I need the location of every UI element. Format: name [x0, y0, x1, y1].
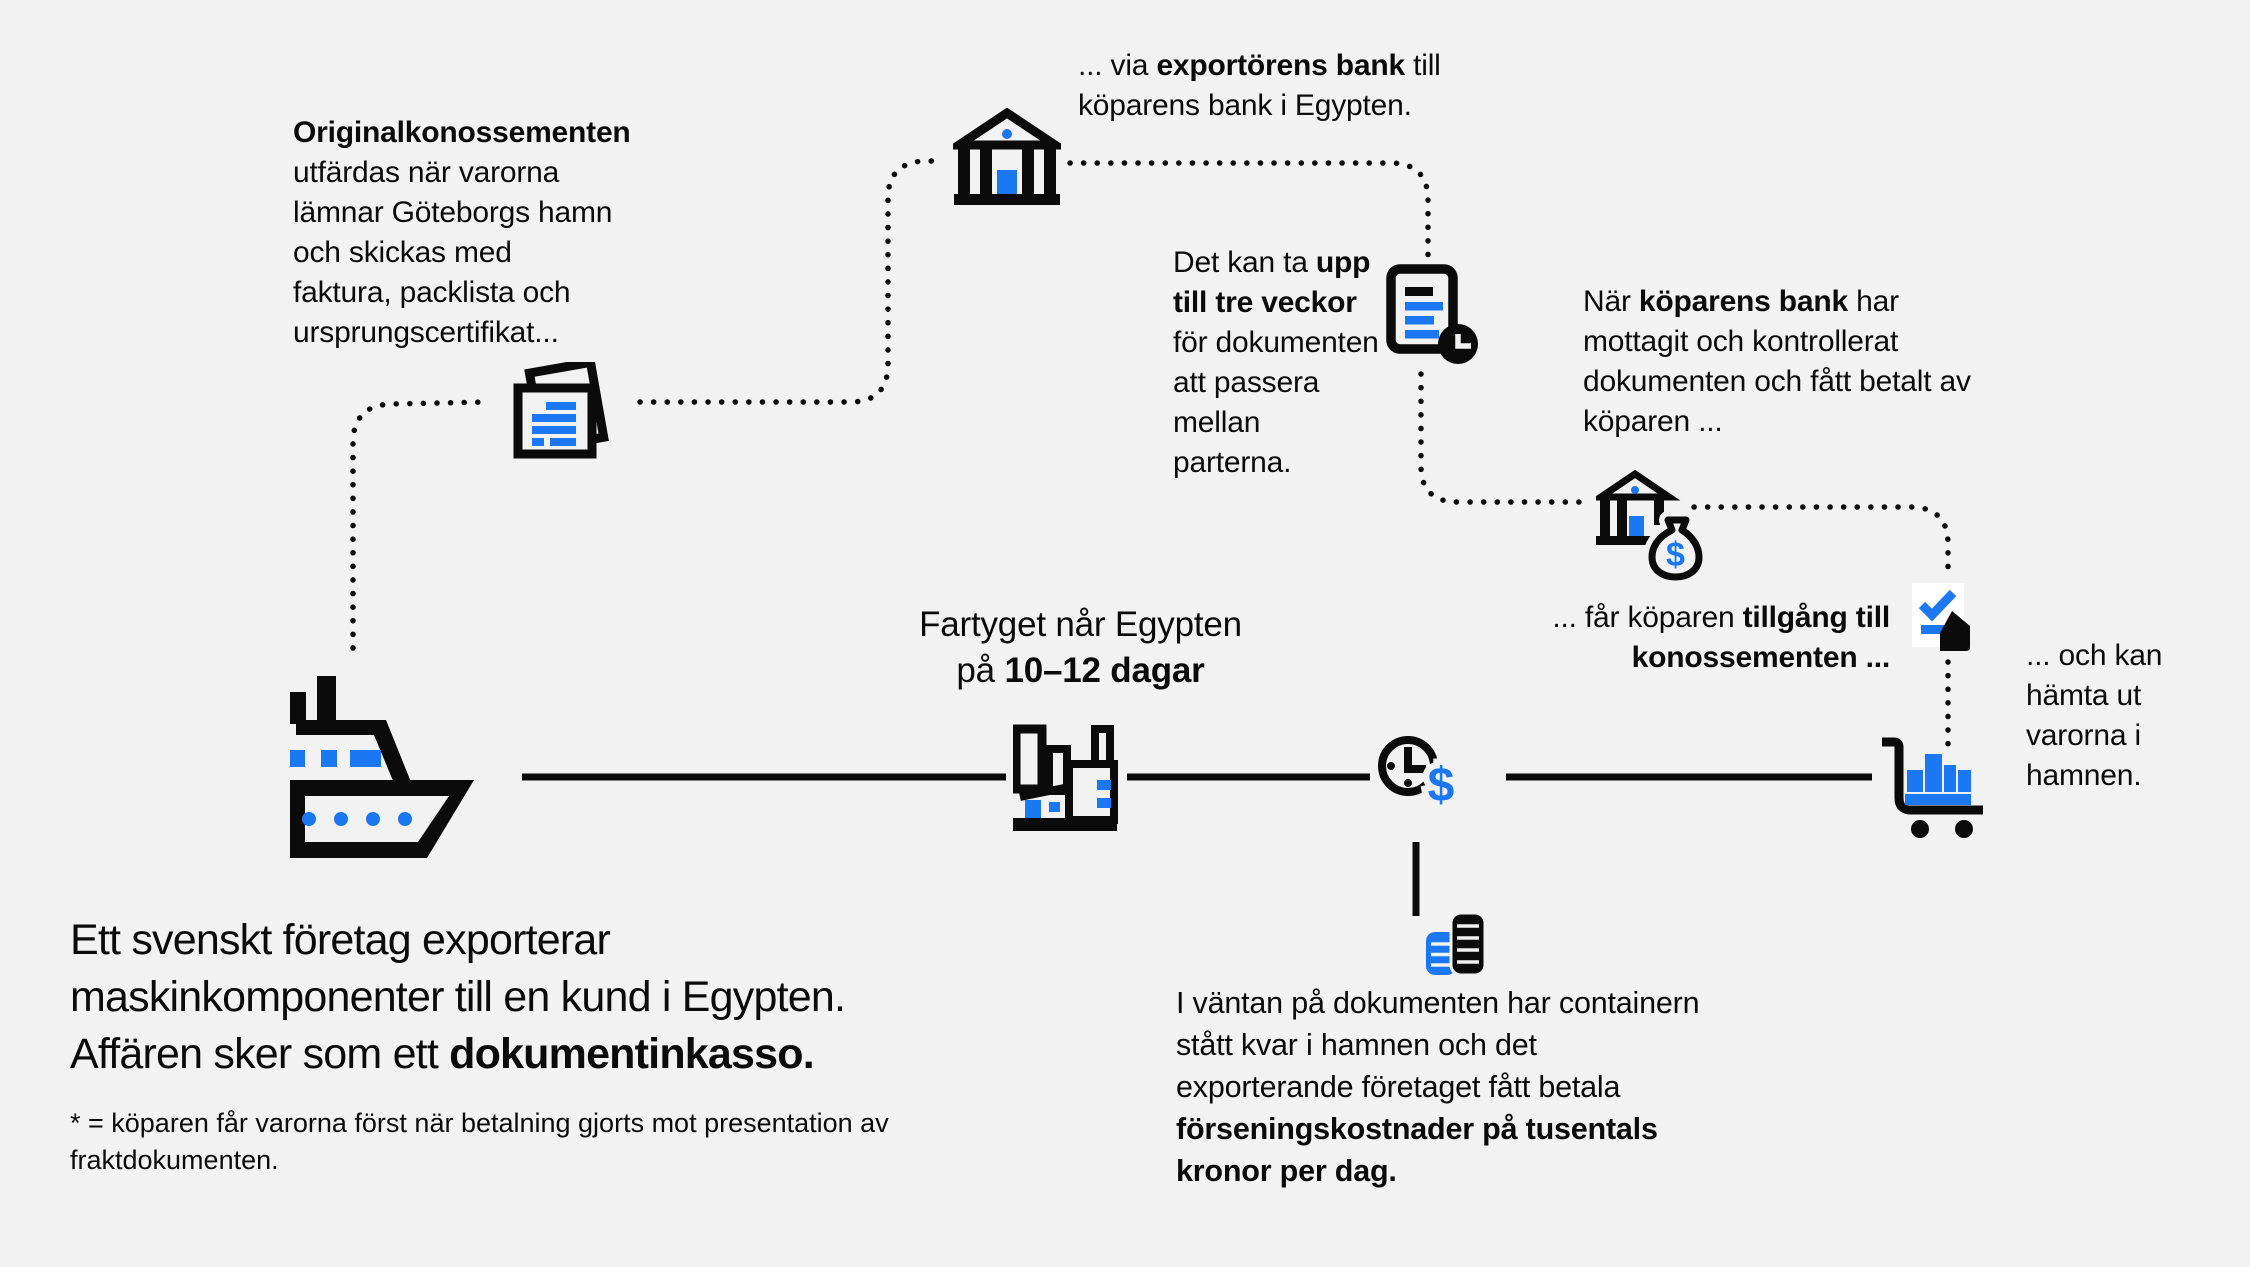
origin-note-bold: Originalkonossementen	[293, 116, 631, 149]
document-check-hand-icon	[1908, 581, 1996, 664]
exporter-bank-icon	[953, 108, 1061, 210]
pickup-note	[2026, 636, 2226, 796]
footnote	[70, 1105, 890, 1179]
intro-line2: maskinkomponenter till en kund i Egypten.	[70, 973, 846, 1021]
connector-documents-to-exporter-bank	[640, 161, 942, 402]
pickup-text: ... och kan hämta ut varorna i hamnen.	[2026, 639, 2163, 792]
connector-ship-to-documents	[353, 402, 486, 648]
transit-line1: Fartyget når Egypten	[919, 605, 1242, 644]
transit-note	[878, 602, 1283, 694]
buyer-bank-post: har mottagit och kontrollerat dokumenten och fått betalt av köparen ...	[1583, 285, 1971, 438]
clock-dollar-icon	[1377, 731, 1467, 824]
access-bold: tillgång till konossementen ...	[1631, 601, 1890, 674]
via-bank-post: till köparens bank i Egypten.	[1078, 49, 1441, 122]
port-costs-bold: förseningskostnader på tusentals kronor per dag.	[1176, 1112, 1658, 1188]
via-bank-bold: exportörens bank	[1156, 49, 1405, 82]
intro-line3-pre: Affären sker som ett	[70, 1030, 450, 1078]
buyer-bank-bold: köparens bank	[1638, 285, 1849, 318]
port-costs-pre: I väntan på dokumenten har containern stått kvar i hamnen och det exporterande företaget fått betala	[1176, 986, 1700, 1104]
transit-line2	[878, 648, 1283, 694]
port-costs-note	[1176, 982, 1706, 1192]
money-bag-dollar-sign: $	[1666, 536, 1685, 574]
footnote-text: * = köparen får varorna först när betalning gjorts mot presentation av fraktdokumenten.	[70, 1108, 889, 1175]
intro-line3	[70, 1026, 1070, 1083]
access-note	[1430, 598, 1890, 678]
cart-goods-icon	[1878, 732, 1988, 847]
via-bank-note	[1078, 46, 1518, 126]
transit-line2-pre: på	[956, 651, 1005, 690]
port-factory-icon	[1013, 724, 1119, 837]
buyer-bank-pre: När	[1583, 285, 1639, 318]
document-delay-pre: Det kan ta	[1173, 246, 1316, 279]
coin-stacks-icon	[1426, 911, 1488, 982]
clock-dollar-sign: $	[1427, 759, 1455, 812]
via-bank-pre: ... via	[1078, 49, 1157, 82]
intro-line3-bold: dokumentinkasso.	[449, 1030, 814, 1078]
intro-text	[70, 912, 1070, 1083]
document-delay-post: för dokumenten att passera mellan parterna.	[1173, 326, 1379, 479]
document-delay-bold: upp till tre veckor	[1173, 246, 1371, 319]
intro-line1: Ett svenskt företag exporterar	[70, 916, 611, 964]
shipping-documents-icon	[512, 362, 610, 465]
document-delay-note	[1173, 243, 1383, 483]
access-pre: ... får köparen	[1552, 601, 1743, 634]
connector-transit-documents-to-buyer-bank	[1421, 374, 1588, 502]
buyer-bank-note	[1583, 282, 2003, 442]
buyer-bank-money-bag-icon	[1596, 470, 1712, 591]
cargo-ship-icon	[288, 670, 483, 871]
origin-note-rest: utfärdas när varorna lämnar Göteborgs hamn och skickas med faktura, packlista och ursprungscertifikat...	[293, 156, 613, 349]
origin-note	[293, 113, 631, 353]
connector-buyer-bank-to-release	[1694, 507, 1948, 576]
document-clock-icon	[1385, 263, 1485, 372]
transit-line2-bold: 10–12 dagar	[1004, 651, 1205, 690]
